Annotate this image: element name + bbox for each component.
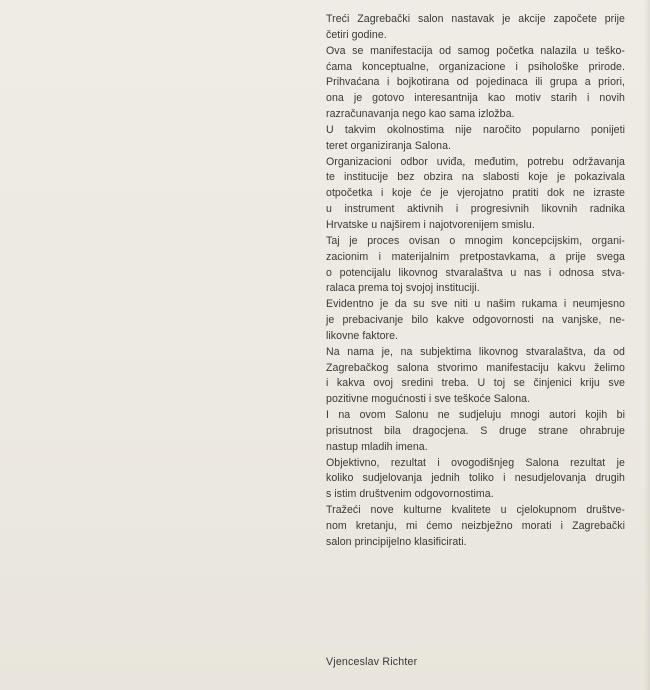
- text-line: razračunavanja nego kao sama izložba.: [326, 108, 515, 121]
- text-line: ćama konceptualne, organizacione i psihološke prirode.: [326, 60, 625, 73]
- text-line: Na nama je, na subjektima likovnog stvaralaštva, da od: [326, 345, 625, 358]
- paragraph: [326, 44, 625, 123]
- text-line: Prihvaćana i bojkotirana od pojedinaca ili grupa a priori,: [326, 76, 625, 89]
- text-line: Ova se manifestacija od samog početka nalazila u teško-: [326, 44, 625, 57]
- paragraph: [326, 234, 625, 297]
- text-line: s istim društvenim odgovornostima.: [326, 488, 494, 501]
- paragraph: [326, 12, 625, 44]
- text-line: I na ovom Salonu ne sudjeluju mnogi autori kojih bi: [326, 409, 625, 422]
- text-line: Organizacioni odbor uviđa, međutim, potrebu održavanja: [326, 155, 625, 168]
- text-line: Tražeći nove kulturne kvalitete u cjelokupnom društve-: [326, 504, 625, 517]
- text-line: prisutnost bila dragocjena. S druge strane ohrabruje: [326, 424, 625, 437]
- text-line: je prebacivanje bilo kakve odgovornosti na vanjske, ne-: [326, 314, 625, 327]
- text-line: nastup mladih imena.: [326, 440, 428, 453]
- paragraph: [326, 503, 625, 551]
- text-line: i kakva ovoj sredini treba. U toj se činjenici kriju sve: [326, 377, 625, 390]
- page-edge-shadow: [644, 0, 650, 690]
- text-line: otpočetka i koje će je vjerojatno pratiti dok ne izraste: [326, 187, 625, 200]
- text-line: ralaca prema toj svojoj instituciji.: [326, 282, 480, 295]
- paragraph: [326, 123, 625, 155]
- body-text: [326, 12, 625, 551]
- text-line: teret organiziranja Salona.: [326, 139, 452, 152]
- text-line: te institucije bez obzira na slabosti koje je pokazivala: [326, 171, 625, 184]
- paragraph: [326, 345, 625, 408]
- paragraph: [326, 456, 625, 504]
- text-line: salon principijelno klasificirati.: [326, 535, 467, 548]
- text-line: Evidentno je da su sve niti u našim rukama i neumjesno: [326, 298, 625, 311]
- text-line: Zagrebačkog salona stvorimo manifestaciju kakvu želimo: [326, 361, 625, 374]
- paragraph: [326, 297, 625, 345]
- author-signature: Vjenceslav Richter: [326, 656, 418, 668]
- text-line: nom kretanju, mi ćemo neizbježno morati i Zagrebački: [326, 520, 625, 532]
- text-line: koliko sudjelovanja jednih toliko i nesudjelovanja drugih: [326, 472, 625, 485]
- text-line: U takvim okolnostima nije naročito popularno ponijeti: [326, 123, 625, 136]
- text-line: ona je gotovo interesantnija kao motiv starih i novih: [326, 92, 625, 105]
- text-line: Treći Zagrebački salon nastavak je akcije započete prije: [326, 13, 625, 25]
- text-line: zacionim i materijalnim pretpostavkama, a prije svega: [326, 250, 625, 263]
- paragraph: [326, 408, 625, 456]
- text-line: četiri godine.: [326, 28, 387, 41]
- text-line: o potencijalu likovnog stvaralaštva u nas i odnosa stva-: [326, 266, 625, 279]
- text-line: likovne faktore.: [326, 329, 399, 342]
- text-line: Taj je proces ovisan o mnogim koncepcijskim, organi-: [326, 234, 625, 247]
- paragraph: [326, 155, 625, 234]
- text-line: Hrvatske u najširem i najotvorenijem smislu.: [326, 218, 535, 231]
- text-line: pozitivne mogućnosti i sve teškoće Salona.: [326, 393, 531, 406]
- text-line: u instrument aktivnih i progresivnih likovnih radnika: [326, 203, 625, 216]
- text-line: Objektivno, rezultat i ovogodišnjeg Salona rezultat je: [326, 456, 625, 469]
